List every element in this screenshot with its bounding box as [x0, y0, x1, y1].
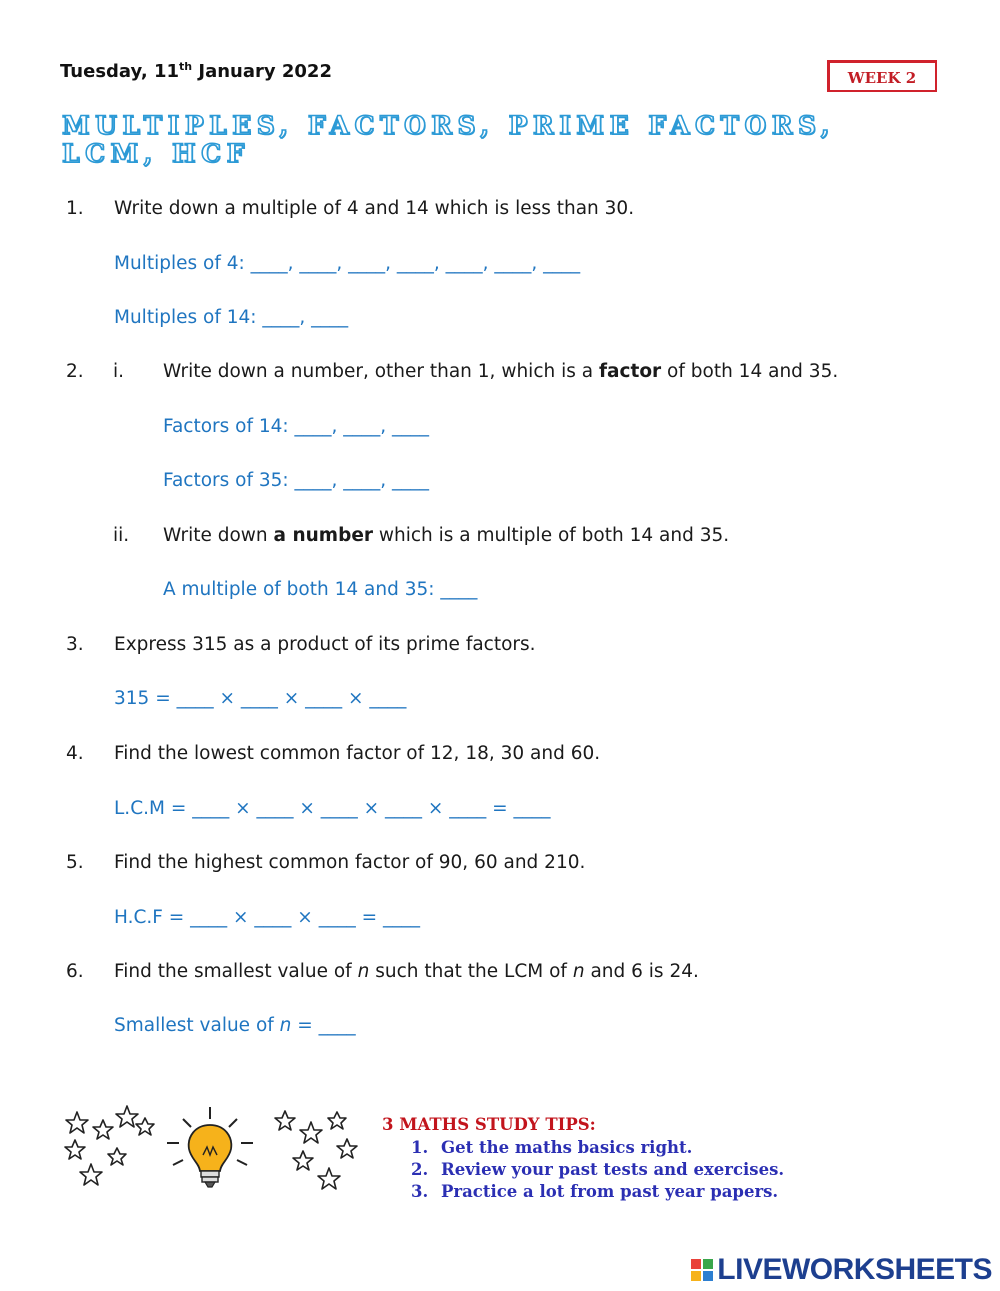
q2-part-ii-text — [163, 525, 729, 546]
q6-answer-b: = ____ — [291, 1015, 356, 1036]
q5-text: Find the highest common factor of 90, 60 and 210. — [114, 852, 586, 873]
q2-part-i-label: i. — [113, 361, 125, 382]
q2-number: 2. — [66, 361, 84, 382]
q4-text: Find the lowest common factor of 12, 18, 30 and 60. — [114, 743, 601, 764]
star-icon — [108, 1148, 126, 1165]
star-icon — [116, 1106, 138, 1127]
date-suffix: January 2022 — [192, 61, 332, 82]
q2-part-i-bold: factor — [598, 361, 662, 382]
study-tip-text: Review your past tests and exercises. — [441, 1160, 785, 1179]
q5-answer[interactable]: H.C.F = ____ × ____ × ____ = ____ — [114, 907, 420, 928]
star-icon — [136, 1118, 154, 1135]
study-tip-text: Get the maths basics right. — [441, 1138, 693, 1157]
q4-answer[interactable]: L.C.M = ____ × ____ × ____ × ____ × ____ = ____ — [114, 798, 551, 819]
study-tip-number: 1. — [411, 1138, 429, 1157]
star-icon — [66, 1112, 88, 1133]
q6-answer[interactable] — [114, 1015, 356, 1036]
q4-number: 4. — [66, 743, 84, 764]
stars-lightbulb-illustration — [55, 1105, 370, 1200]
study-tip-number: 2. — [411, 1160, 429, 1179]
q6-answer-a: Smallest value of — [114, 1015, 280, 1036]
q1-answer-multiples-14[interactable]: Multiples of 14: ____, ____ — [114, 307, 349, 328]
q2-part-i-text-a: Write down a number, other than 1, which is a — [163, 361, 599, 382]
q2-part-ii-bold: a number — [273, 525, 373, 546]
date-line — [60, 60, 332, 82]
q2-part-ii-label: ii. — [113, 525, 130, 546]
q6-text-a: Find the smallest value of — [114, 961, 358, 982]
q2-part-i-text-b: of both 14 and 35. — [661, 361, 839, 382]
star-icon — [65, 1140, 85, 1159]
date-prefix: Tuesday, 11 — [60, 61, 180, 82]
week-badge: WEEK 2 — [827, 60, 937, 92]
logo-blocks-icon — [691, 1259, 713, 1281]
study-tip-number: 3. — [411, 1182, 429, 1201]
q3-text: Express 315 as a product of its prime factors. — [114, 634, 536, 655]
star-icon — [80, 1164, 102, 1185]
q6-var-1: n — [357, 961, 370, 982]
logo-text: LIVEWORKSHEETS — [717, 1253, 992, 1286]
q6-var-2: n — [572, 961, 585, 982]
star-icon — [318, 1168, 340, 1189]
q6-text-b: such that the LCM of — [369, 961, 573, 982]
star-icon — [293, 1151, 313, 1170]
q2-answer-factors-14[interactable]: Factors of 14: ____, ____, ____ — [163, 416, 430, 437]
study-tip-3 — [411, 1182, 778, 1201]
q1-text: Write down a multiple of 4 and 14 which is less than 30. — [114, 198, 635, 219]
worksheet-title: MULTIPLES, FACTORS, PRIME FACTORS, LCM, HCF — [62, 111, 835, 168]
study-tip-1 — [411, 1138, 692, 1157]
q2-answer-factors-35[interactable]: Factors of 35: ____, ____, ____ — [163, 470, 430, 491]
study-tip-2 — [411, 1160, 784, 1179]
q2-part-i-text — [163, 361, 838, 382]
date-superscript: th — [179, 60, 193, 73]
study-tip-text: Practice a lot from past year papers. — [441, 1182, 779, 1201]
liveworksheets-logo[interactable] — [691, 1250, 992, 1290]
q6-answer-var: n — [279, 1015, 292, 1036]
star-icon — [93, 1120, 113, 1139]
q1-answer-multiples-4[interactable]: Multiples of 4: ____, ____, ____, ____, ____, ____, ____ — [114, 253, 581, 274]
star-icon — [337, 1139, 357, 1158]
q6-number: 6. — [66, 961, 84, 982]
q1-number: 1. — [66, 198, 84, 219]
lightbulb-icon — [167, 1107, 253, 1187]
q3-number: 3. — [66, 634, 84, 655]
study-tips-heading: 3 MATHS STUDY TIPS: — [382, 1115, 596, 1134]
star-icon — [328, 1112, 346, 1129]
q2-answer-common-multiple[interactable]: A multiple of both 14 and 35: ____ — [163, 579, 478, 600]
q3-answer[interactable]: 315 = ____ × ____ × ____ × ____ — [114, 688, 407, 709]
q2-part-ii-text-a: Write down — [163, 525, 274, 546]
q6-text-c: and 6 is 24. — [584, 961, 699, 982]
q2-part-ii-text-b: which is a multiple of both 14 and 35. — [373, 525, 730, 546]
q6-text — [114, 961, 699, 982]
star-icon — [300, 1122, 322, 1143]
star-icon — [275, 1111, 295, 1130]
q5-number: 5. — [66, 852, 84, 873]
